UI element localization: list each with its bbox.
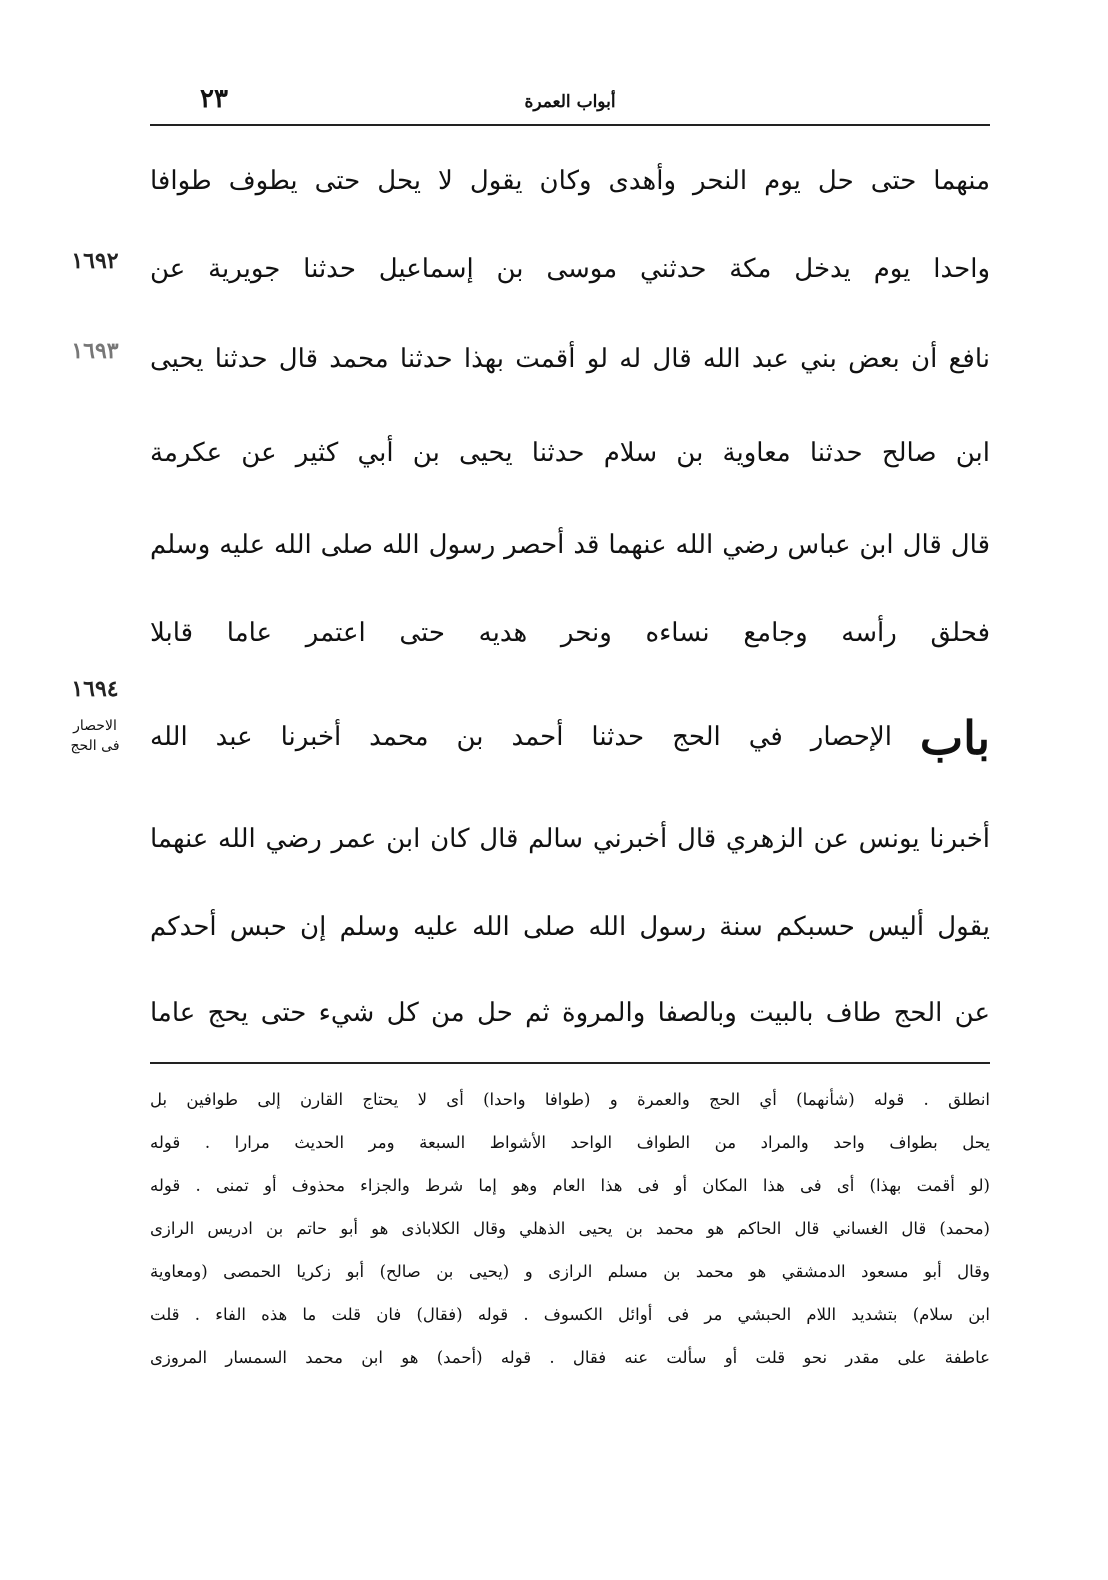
page-number: ٢٣ — [200, 84, 228, 114]
margin-chapter-note — [55, 716, 135, 756]
margin-note-line: الاحصار — [73, 718, 117, 734]
footnote-line: يحل بطواف واحد والمراد من الطواف الواحد الأشواط السبعة ومر الحديث مرارا . قوله — [150, 1133, 990, 1152]
footnote-line: وقال أبو مسعود الدمشقي هو محمد بن مسلم الرازى و (يحيى بن صالح) أبو زكريا الحمصى (ومعاوية — [150, 1262, 990, 1281]
footnote-line: عاطفة على مقدر نحو قلت أو سألت عنه فقال . قوله (أحمد) هو ابن محمد السمسار المروزى — [150, 1348, 990, 1367]
chapter-text: الإحصار في الحج حدثنا أحمد بن محمد أخبرنا عبد الله — [150, 722, 892, 752]
chapter-word: باب — [919, 711, 990, 765]
text-line: يقول أليس حسبكم سنة رسول الله صلى الله عليه وسلم إن حبس أحدكم — [150, 912, 990, 942]
margin-note-line: فى الحج — [70, 738, 120, 754]
text-line: عن الحج طاف بالبيت وبالصفا والمروة ثم حل من كل شيء حتى يحج عاما — [150, 998, 990, 1028]
text-line: نافع أن بعض بني عبد الله قال له لو أقمت بهذا حدثنا محمد قال حدثنا يحيى — [150, 344, 990, 374]
text-line: منهما حتى حل يوم النحر وأهدى وكان يقول لا يحل حتى يطوف طوافا — [150, 166, 990, 196]
text-line: واحدا يوم يدخل مكة حدثني موسى بن إسماعيل حدثنا جويرية عن — [150, 254, 990, 284]
text-line: قال قال ابن عباس رضي الله عنهما قد أحصر رسول الله صلى الله عليه وسلم — [150, 530, 990, 560]
hadith-number-1693: ١٦٩٣ — [71, 338, 119, 364]
footnote-rule — [150, 1062, 990, 1064]
text-line: فحلق رأسه وجامع نساءه ونحر هديه حتى اعتمر عاما قابلا — [150, 618, 990, 648]
text-line: ابن صالح حدثنا معاوية بن سلام حدثنا يحيى بن أبي كثير عن عكرمة — [150, 438, 990, 468]
chapter-heading-line — [150, 706, 990, 768]
text-line: أخبرنا يونس عن الزهري قال أخبرني سالم قال كان ابن عمر رضي الله عنهما — [150, 824, 990, 854]
page-header — [150, 84, 990, 124]
header-rule — [150, 124, 990, 126]
footnote-line: انطلق . قوله (شأنهما) أي الحج والعمرة و (طوافا واحدا) أى لا يحتاج القارن إلى طوافين بل — [150, 1090, 990, 1109]
hadith-number-1694: ١٦٩٤ — [71, 676, 119, 702]
footnote-line: (محمد) قال الغساني قال الحاكم هو محمد بن يحيى الذهلي وقال الكلاباذى هو أبو حاتم بن ادريس الرازى — [150, 1219, 990, 1238]
hadith-number-1692: ١٦٩٢ — [71, 248, 119, 274]
footnote-line: ابن سلام) بتشديد اللام الحبشي مر فى أوائل الكسوف . قوله (فقال) فان قلت ما هذه الفاء . قلت — [150, 1305, 990, 1324]
footnote-line: (لو أقمت بهذا) أى فى هذا المكان أو فى هذا العام وهو إما شرط والجزاء محذوف أو تمنى . قوله — [150, 1176, 990, 1195]
running-title: أبواب العمرة — [524, 92, 616, 112]
